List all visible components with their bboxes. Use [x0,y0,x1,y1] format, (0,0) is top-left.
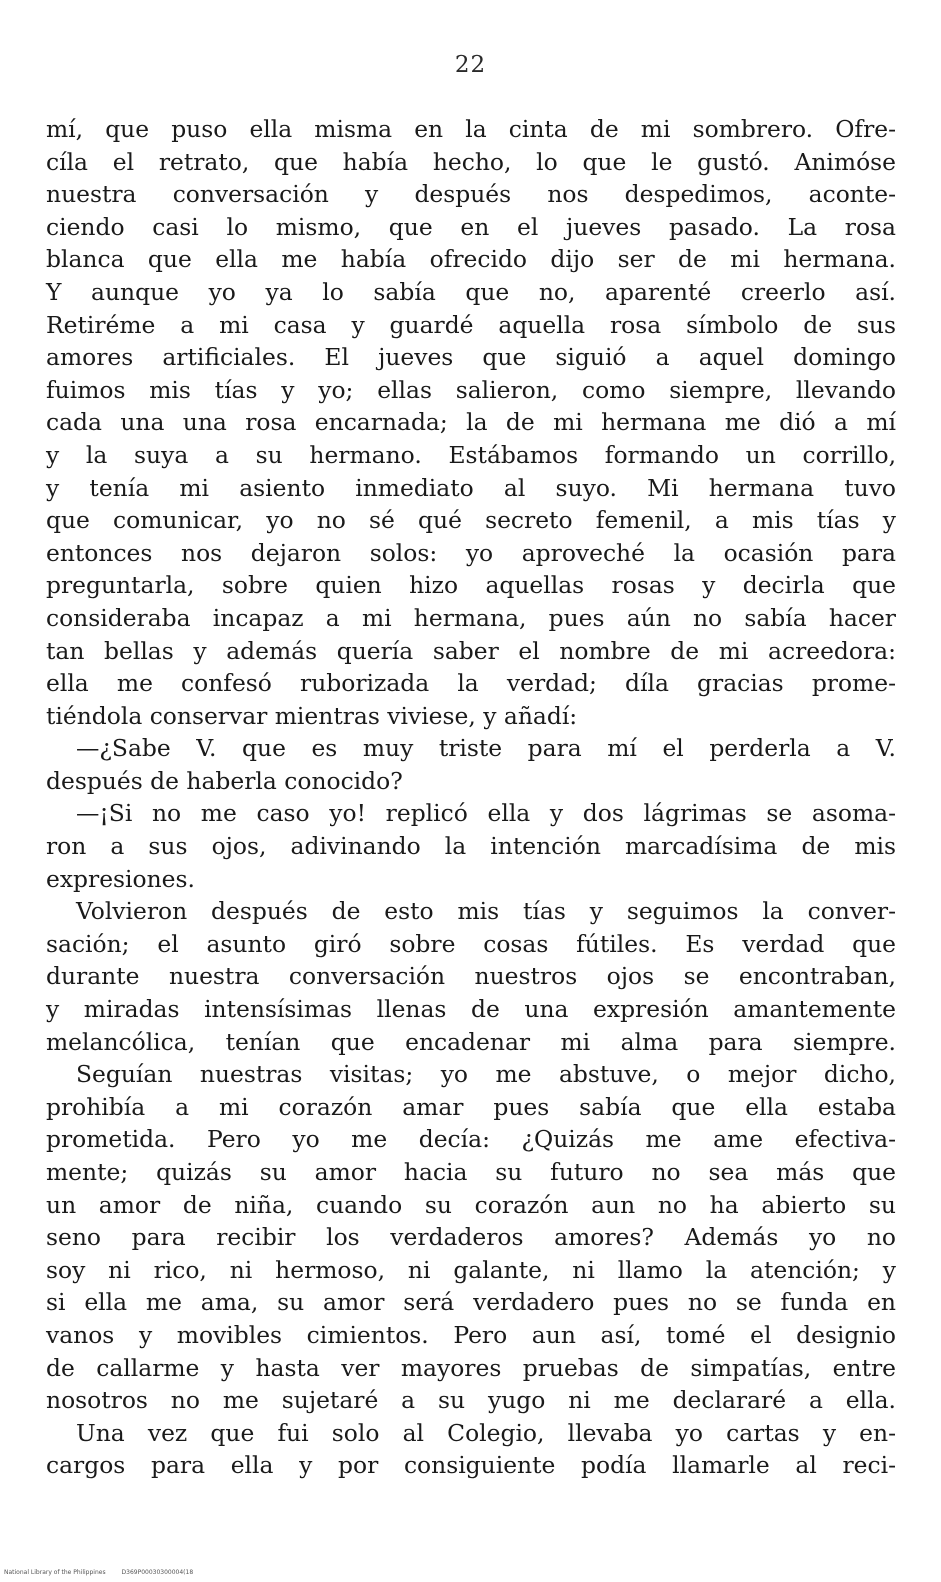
text-line: soy ni rico, ni hermoso, ni galante, ni llamo la atención; y [46,1255,896,1284]
text-line: tan bellas y además quería saber el nombre de mi acreedora: [46,636,896,665]
scan-code: D369P00030300004(18 [121,1569,194,1576]
text-line: Seguían nuestras visitas; yo me abstuve, o mejor dicho, [76,1060,896,1089]
text-line: ron a sus ojos, adivinando la intención marcadísima de mis [46,832,896,861]
text-line: consideraba incapaz a mi hermana, pues aún no sabía hacer [46,603,896,632]
text-line: blanca que ella me había ofrecido dijo ser de mi hermana. [46,245,896,274]
scan-footer [4,1569,193,1576]
text-line: después de haberla conocido? [46,766,403,795]
text-line: prometida. Pero yo me decía: ¿Quizás me ame efectiva- [46,1125,896,1154]
page-number: 22 [454,52,487,78]
text-line: cargos para ella y por consiguiente podía llamarle al reci- [46,1451,896,1480]
text-line: ella me confesó ruborizada la verdad; díla gracias prome- [46,669,896,698]
text-line: si ella me ama, su amor será verdadero pues no se funda en [46,1288,896,1317]
library-credit: National Library of the Philippines [4,1569,106,1576]
text-line: prohibía a mi corazón amar pues sabía que ella estaba [46,1092,896,1121]
text-line: Retiréme a mi casa y guardé aquella rosa símbolo de sus [46,310,896,339]
text-line: expresiones. [46,864,195,893]
text-line: preguntarla, sobre quien hizo aquellas rosas y decirla que [46,571,896,600]
text-line: cíla el retrato, que había hecho, lo que le gustó. Animóse [46,147,896,176]
text-line: ciendo casi lo mismo, que en el jueves pasado. La rosa [46,212,896,241]
text-line: sación; el asunto giró sobre cosas fútiles. Es verdad que [46,929,896,958]
text-line: —¡Si no me caso yo! replicó ella y dos lágrimas se asoma- [76,799,896,828]
text-line: cada una una rosa encarnada; la de mi hermana me dió a mí [46,408,896,437]
text-line: y la suya a su hermano. Estábamos formando un corrillo, [46,440,896,469]
text-line: Una vez que fui solo al Colegio, llevaba yo cartas y en- [76,1418,896,1447]
text-line: tiéndola conservar mientras viviese, y añadí: [46,701,578,730]
text-line: y miradas intensísimas llenas de una expresión amantemente [46,995,896,1024]
text-line: vanos y movibles cimientos. Pero aun así, tomé el designio [46,1320,896,1349]
text-line: nuestra conversación y después nos despedimos, aconte- [46,180,896,209]
text-line: —¿Sabe V. que es muy triste para mí el perderla a V. [76,734,896,763]
text-line: melancólica, tenían que encadenar mi alma para siempre. [46,1027,896,1056]
text-line: entonces nos dejaron solos: yo aproveché la ocasión para [46,538,896,567]
text-line: seno para recibir los verdaderos amores? Además yo no [46,1223,896,1252]
text-line: un amor de niña, cuando su corazón aun no ha abierto su [46,1190,896,1219]
text-line: fuimos mis tías y yo; ellas salieron, como siempre, llevando [46,375,896,404]
text-line: amores artificiales. El jueves que siguió a aquel domingo [46,343,896,372]
text-line: y tenía mi asiento inmediato al suyo. Mi hermana tuvo [46,473,896,502]
text-line: mente; quizás su amor hacia su futuro no sea más que [46,1158,896,1186]
text-line: Y aunque yo ya lo sabía que no, aparenté creerlo así. [46,277,896,306]
text-line: que comunicar, yo no sé qué secreto femenil, a mis tías y [46,506,896,535]
text-line: de callarme y hasta ver mayores pruebas de simpatías, entre [46,1353,896,1382]
text-line: mí, que puso ella misma en la cinta de mi sombrero. Ofre- [46,115,896,143]
text-line: nosotros no me sujetaré a su yugo ni me declararé a ella. [46,1386,896,1415]
body-text [46,113,896,1482]
text-line: durante nuestra conversación nuestros ojos se encontraban, [46,962,896,991]
text-line: Volvieron después de esto mis tías y seguimos la conver- [76,897,896,926]
